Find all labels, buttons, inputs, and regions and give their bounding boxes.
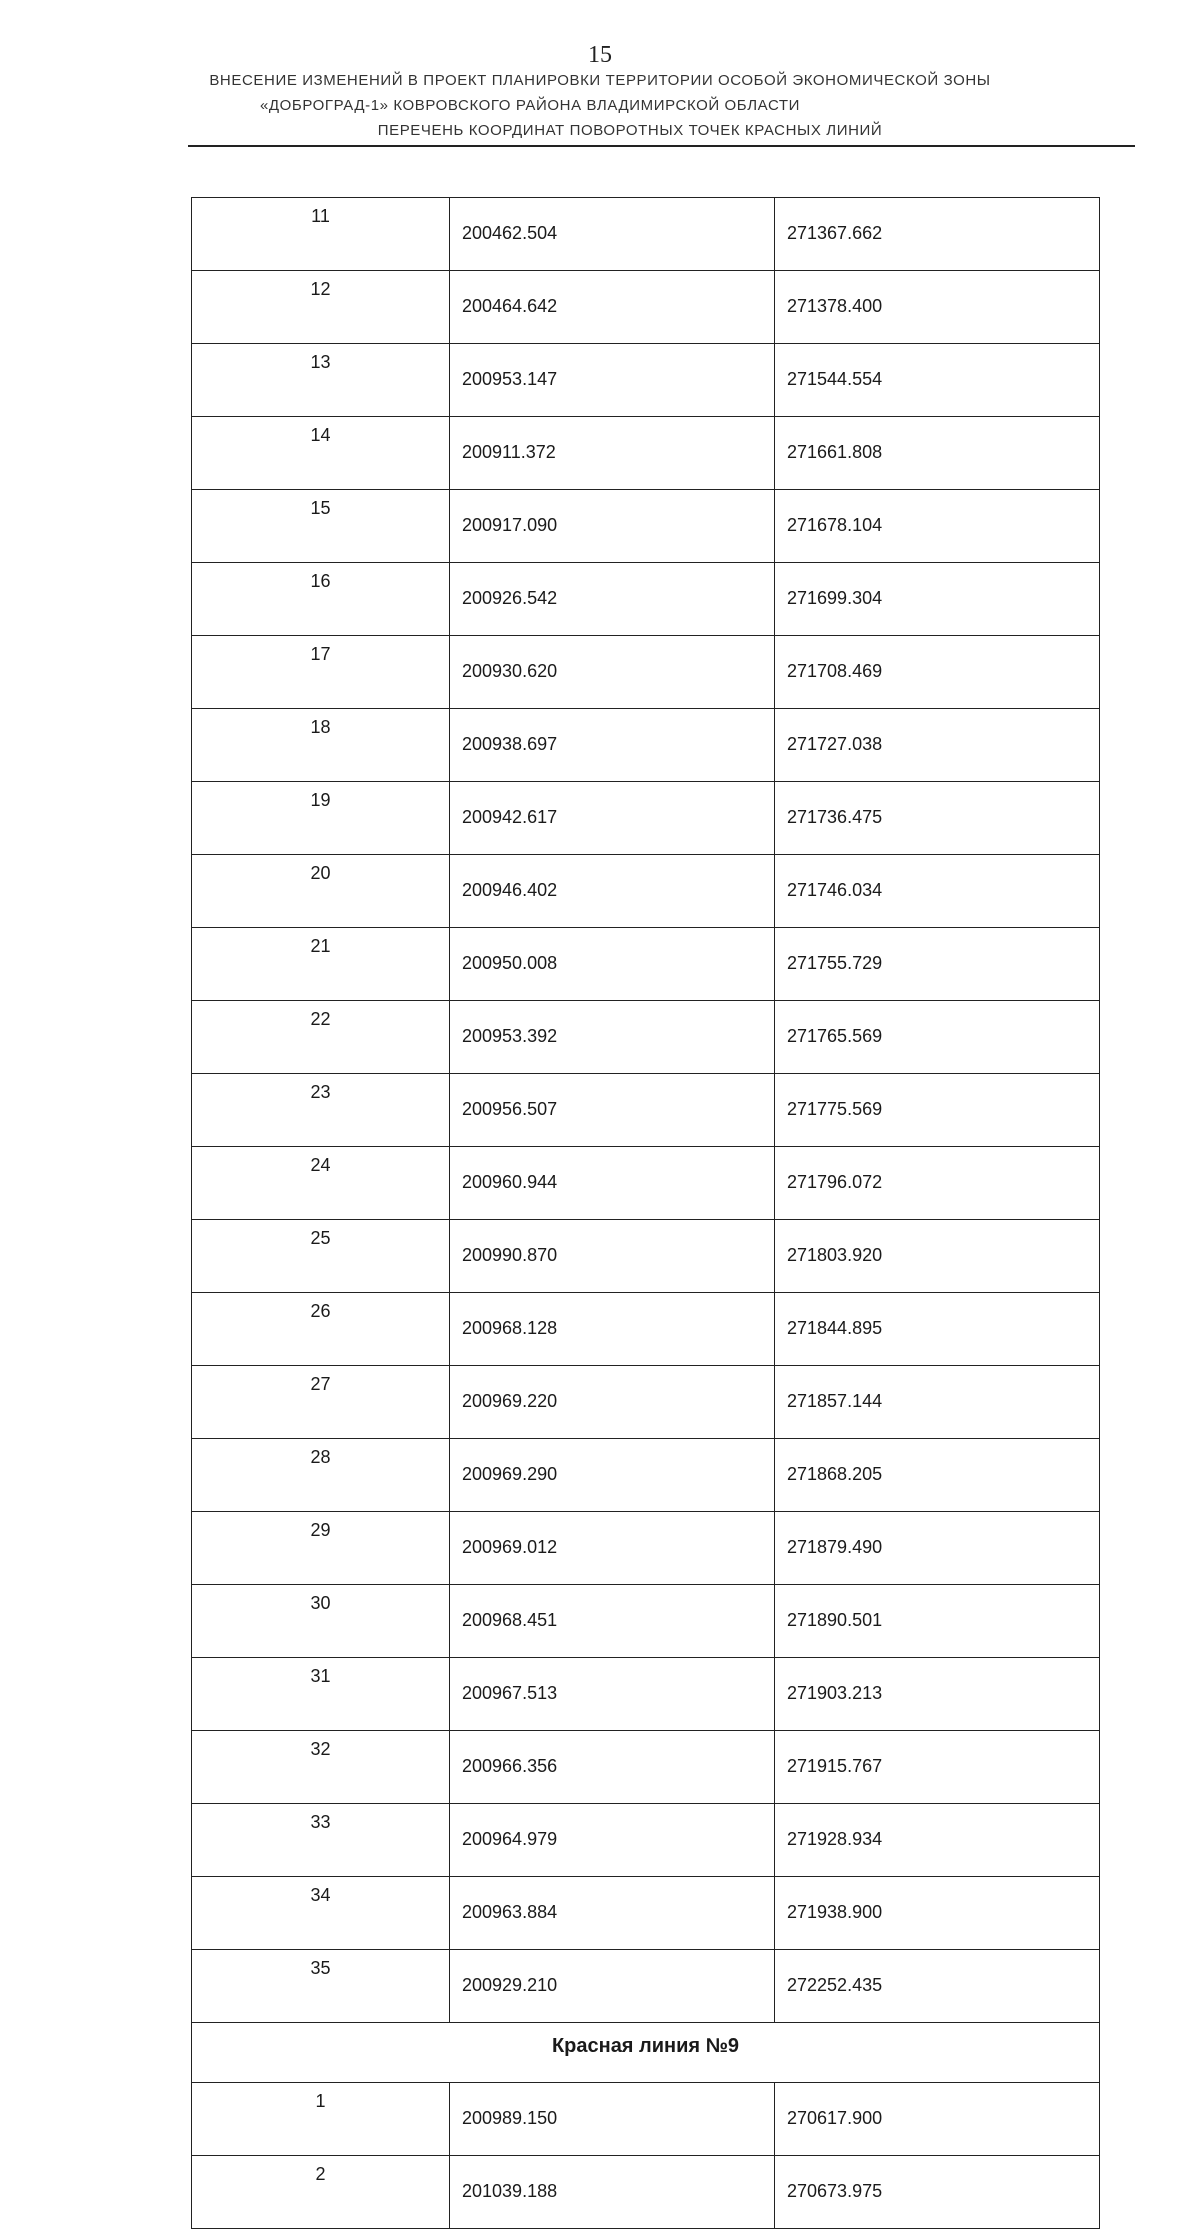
y-coordinate-cell: 271699.304 [775, 563, 1100, 636]
x-coordinate-cell: 200969.220 [450, 1366, 775, 1439]
y-coordinate-cell: 271727.038 [775, 709, 1100, 782]
table-row [192, 1366, 1100, 1439]
table-row [192, 1877, 1100, 1950]
point-number-cell: 2 [192, 2156, 450, 2229]
point-number-cell: 16 [192, 563, 450, 636]
x-coordinate-cell: 200964.979 [450, 1804, 775, 1877]
point-number-cell: 21 [192, 928, 450, 1001]
y-coordinate-cell: 271736.475 [775, 782, 1100, 855]
x-coordinate-cell: 200989.150 [450, 2083, 775, 2156]
x-coordinate-cell: 200963.884 [450, 1877, 775, 1950]
x-coordinate-cell: 200969.012 [450, 1512, 775, 1585]
x-coordinate-cell: 200942.617 [450, 782, 775, 855]
x-coordinate-cell: 200969.290 [450, 1439, 775, 1512]
y-coordinate-cell: 271708.469 [775, 636, 1100, 709]
point-number-cell: 28 [192, 1439, 450, 1512]
point-number-cell: 15 [192, 490, 450, 563]
table-row [192, 1512, 1100, 1585]
table-row [192, 563, 1100, 636]
x-coordinate-cell: 200966.356 [450, 1731, 775, 1804]
table-row [192, 1293, 1100, 1366]
header-title-line-3: ПЕРЕЧЕНЬ КООРДИНАТ ПОВОРОТНЫХ ТОЧЕК КРАСНЫХ ЛИНИЙ [377, 122, 883, 139]
coordinates-table-body-section-9 [192, 2083, 1100, 2229]
point-number-cell: 18 [192, 709, 450, 782]
table-row [192, 271, 1100, 344]
table-row [192, 1804, 1100, 1877]
table-row [192, 1950, 1100, 2023]
y-coordinate-cell: 270673.975 [775, 2156, 1100, 2229]
y-coordinate-cell: 271678.104 [775, 490, 1100, 563]
header-title-line-1: ВНЕСЕНИЕ ИЗМЕНЕНИЙ В ПРОЕКТ ПЛАНИРОВКИ ТЕРРИТОРИИ ОСОБОЙ ЭКОНОМИЧЕСКОЙ ЗОНЫ [209, 72, 991, 89]
x-coordinate-cell: 200946.402 [450, 855, 775, 928]
y-coordinate-cell: 271765.569 [775, 1001, 1100, 1074]
coordinates-table-body [192, 198, 1100, 2023]
y-coordinate-cell: 271796.072 [775, 1147, 1100, 1220]
header-divider [188, 145, 1135, 147]
page-number: 15 [588, 42, 612, 68]
x-coordinate-cell: 200464.642 [450, 271, 775, 344]
y-coordinate-cell: 270617.900 [775, 2083, 1100, 2156]
y-coordinate-cell: 271868.205 [775, 1439, 1100, 1512]
table-row [192, 344, 1100, 417]
x-coordinate-cell: 200953.147 [450, 344, 775, 417]
point-number-cell: 33 [192, 1804, 450, 1877]
table-row [192, 2083, 1100, 2156]
table-row [192, 1220, 1100, 1293]
table-row [192, 709, 1100, 782]
x-coordinate-cell: 200953.392 [450, 1001, 775, 1074]
point-number-cell: 29 [192, 1512, 450, 1585]
point-number-cell: 11 [192, 198, 450, 271]
point-number-cell: 14 [192, 417, 450, 490]
point-number-cell: 20 [192, 855, 450, 928]
point-number-cell: 31 [192, 1658, 450, 1731]
y-coordinate-cell: 271746.034 [775, 855, 1100, 928]
y-coordinate-cell: 271661.808 [775, 417, 1100, 490]
point-number-cell: 19 [192, 782, 450, 855]
table-row [192, 1147, 1100, 1220]
table-row [192, 636, 1100, 709]
y-coordinate-cell: 271915.767 [775, 1731, 1100, 1804]
point-number-cell: 26 [192, 1293, 450, 1366]
y-coordinate-cell: 271903.213 [775, 1658, 1100, 1731]
table-row [192, 1439, 1100, 1512]
x-coordinate-cell: 200938.697 [450, 709, 775, 782]
table-row [192, 198, 1100, 271]
x-coordinate-cell: 200950.008 [450, 928, 775, 1001]
coordinates-table [191, 197, 1100, 2229]
x-coordinate-cell: 200929.210 [450, 1950, 775, 2023]
point-number-cell: 13 [192, 344, 450, 417]
table-row [192, 417, 1100, 490]
point-number-cell: 12 [192, 271, 450, 344]
table-row [192, 1585, 1100, 1658]
point-number-cell: 24 [192, 1147, 450, 1220]
point-number-cell: 25 [192, 1220, 450, 1293]
point-number-cell: 35 [192, 1950, 450, 2023]
x-coordinate-cell: 200462.504 [450, 198, 775, 271]
header-title-line-2: «ДОБРОГРАД-1» КОВРОВСКОГО РАЙОНА ВЛАДИМИРСКОЙ ОБЛАСТИ [259, 97, 801, 114]
x-coordinate-cell: 200956.507 [450, 1074, 775, 1147]
x-coordinate-cell: 200968.128 [450, 1293, 775, 1366]
x-coordinate-cell: 200960.944 [450, 1147, 775, 1220]
table-row [192, 1731, 1100, 1804]
table-row [192, 1658, 1100, 1731]
point-number-cell: 30 [192, 1585, 450, 1658]
section-block [192, 2023, 1100, 2083]
table-row [192, 490, 1100, 563]
y-coordinate-cell: 271378.400 [775, 271, 1100, 344]
point-number-cell: 17 [192, 636, 450, 709]
point-number-cell: 27 [192, 1366, 450, 1439]
point-number-cell: 22 [192, 1001, 450, 1074]
table-row [192, 782, 1100, 855]
x-coordinate-cell: 200917.090 [450, 490, 775, 563]
x-coordinate-cell: 200926.542 [450, 563, 775, 636]
x-coordinate-cell: 200968.451 [450, 1585, 775, 1658]
table-row [192, 1001, 1100, 1074]
section-row [192, 2023, 1100, 2083]
x-coordinate-cell: 201039.188 [450, 2156, 775, 2229]
y-coordinate-cell: 271928.934 [775, 1804, 1100, 1877]
point-number-cell: 34 [192, 1877, 450, 1950]
x-coordinate-cell: 200911.372 [450, 417, 775, 490]
point-number-cell: 23 [192, 1074, 450, 1147]
x-coordinate-cell: 200967.513 [450, 1658, 775, 1731]
x-coordinate-cell: 200990.870 [450, 1220, 775, 1293]
table-row [192, 928, 1100, 1001]
y-coordinate-cell: 271775.569 [775, 1074, 1100, 1147]
y-coordinate-cell: 271755.729 [775, 928, 1100, 1001]
y-coordinate-cell: 271544.554 [775, 344, 1100, 417]
y-coordinate-cell: 271803.920 [775, 1220, 1100, 1293]
y-coordinate-cell: 271890.501 [775, 1585, 1100, 1658]
table-row [192, 2156, 1100, 2229]
y-coordinate-cell: 271879.490 [775, 1512, 1100, 1585]
y-coordinate-cell: 271857.144 [775, 1366, 1100, 1439]
y-coordinate-cell: 272252.435 [775, 1950, 1100, 2023]
table-row [192, 1074, 1100, 1147]
point-number-cell: 1 [192, 2083, 450, 2156]
x-coordinate-cell: 200930.620 [450, 636, 775, 709]
point-number-cell: 32 [192, 1731, 450, 1804]
section-title: Красная линия №9 [192, 2023, 1100, 2083]
table-row [192, 855, 1100, 928]
y-coordinate-cell: 271844.895 [775, 1293, 1100, 1366]
y-coordinate-cell: 271938.900 [775, 1877, 1100, 1950]
y-coordinate-cell: 271367.662 [775, 198, 1100, 271]
